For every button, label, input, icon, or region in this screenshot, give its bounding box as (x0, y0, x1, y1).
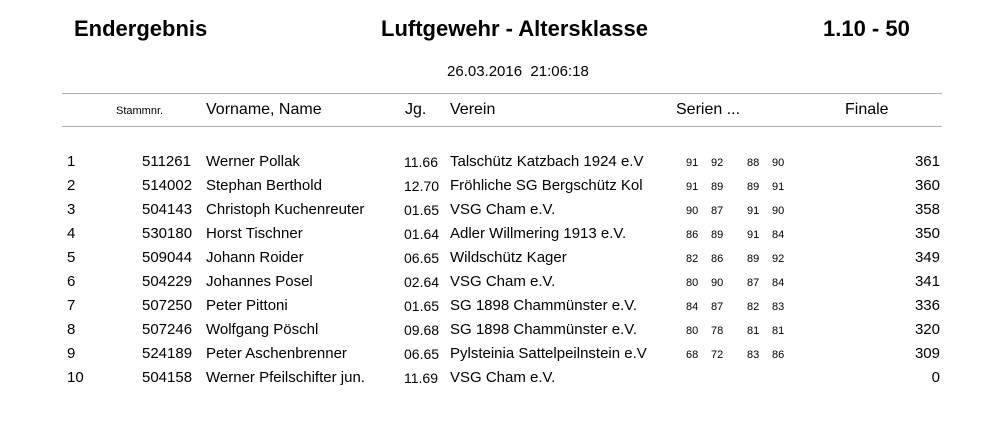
stammnr-cell: 504143 (142, 201, 193, 218)
rank-cell: 8 (67, 321, 76, 338)
finale-cell: 309 (914, 345, 940, 362)
rank-cell: 6 (67, 273, 76, 290)
series-1-cell: 68 (686, 349, 699, 361)
table-row (0, 176, 1000, 200)
series-4-cell: 86 (772, 349, 785, 361)
header-rule-bottom (62, 126, 942, 127)
series-4-cell: 84 (772, 229, 785, 241)
series-2-cell: 87 (711, 205, 724, 217)
jg-cell: 06.65 (404, 250, 440, 266)
series-3-cell: 81 (747, 325, 760, 337)
verein-cell: VSG Cham e.V. (450, 273, 556, 290)
series-4-cell: 90 (772, 157, 785, 169)
rank-cell: 10 (67, 369, 84, 386)
series-4-cell: 90 (772, 205, 785, 217)
stammnr-cell: 514002 (142, 177, 193, 194)
series-3-cell: 82 (747, 301, 760, 313)
series-4-cell: 83 (772, 301, 785, 313)
table-row (0, 152, 1000, 176)
name-cell: Peter Aschenbrenner (206, 345, 347, 362)
stammnr-cell: 507246 (142, 321, 193, 338)
stammnr-cell: 504229 (142, 273, 193, 290)
jg-cell: 01.65 (404, 202, 440, 218)
column-header-verein: Verein (450, 101, 496, 118)
name-cell: Wolfgang Pöschl (206, 321, 319, 338)
series-3-cell: 83 (747, 349, 760, 361)
series-2-cell: 90 (711, 277, 724, 289)
series-2-cell: 72 (711, 349, 724, 361)
finale-cell: 360 (914, 177, 940, 194)
jg-cell: 02.64 (404, 274, 440, 290)
table-row (0, 248, 1000, 272)
header-rule-top (62, 93, 942, 94)
series-4-cell: 92 (772, 253, 785, 265)
verein-cell: Adler Willmering 1913 e.V. (450, 225, 627, 242)
jg-cell: 01.64 (404, 226, 440, 242)
finale-cell: 336 (914, 297, 940, 314)
series-1-cell: 90 (686, 205, 699, 217)
table-row (0, 224, 1000, 248)
rank-cell: 1 (67, 153, 76, 170)
series-2-cell: 87 (711, 301, 724, 313)
stammnr-cell: 530180 (142, 225, 193, 242)
verein-cell: Talschütz Katzbach 1924 e.V (450, 153, 644, 170)
competition-title: Luftgewehr - Altersklasse (381, 16, 648, 41)
stammnr-cell: 507250 (142, 297, 193, 314)
table-row (0, 344, 1000, 368)
rank-cell: 3 (67, 201, 76, 218)
series-4-cell: 81 (772, 325, 785, 337)
jg-cell: 11.69 (404, 370, 438, 386)
table-row (0, 200, 1000, 224)
series-3-cell: 91 (747, 205, 760, 217)
column-header-jg: Jg. (405, 101, 427, 118)
name-cell: Johann Roider (206, 249, 304, 266)
series-1-cell: 80 (686, 277, 699, 289)
verein-cell: Pylsteinia Sattelpeilnstein e.V (450, 345, 647, 362)
jg-cell: 06.65 (404, 346, 440, 362)
stammnr-cell: 509044 (142, 249, 193, 266)
series-3-cell: 87 (747, 277, 760, 289)
series-4-cell: 91 (772, 181, 785, 193)
table-row (0, 368, 1000, 392)
class-range: 1.10 - 50 (823, 16, 910, 41)
series-2-cell: 86 (711, 253, 724, 265)
verein-cell: SG 1898 Chammünster e.V. (450, 297, 638, 314)
stammnr-cell: 524189 (142, 345, 193, 362)
series-3-cell: 88 (747, 157, 760, 169)
column-header-name: Vorname, Name (206, 101, 322, 118)
stammnr-cell: 511261 (142, 153, 191, 170)
table-row (0, 272, 1000, 296)
finale-cell: 350 (914, 225, 940, 242)
verein-cell: SG 1898 Chammünster e.V. (450, 321, 638, 338)
finale-cell: 349 (914, 249, 940, 266)
results-table (0, 152, 1000, 392)
name-cell: Johannes Posel (206, 273, 313, 290)
rank-cell: 5 (67, 249, 76, 266)
name-cell: Peter Pittoni (206, 297, 288, 314)
table-row (0, 296, 1000, 320)
series-2-cell: 78 (711, 325, 724, 337)
finale-cell: 341 (914, 273, 940, 290)
series-2-cell: 92 (711, 157, 724, 169)
rank-cell: 9 (67, 345, 76, 362)
verein-cell: VSG Cham e.V. (450, 201, 556, 218)
name-cell: Stephan Berthold (206, 177, 322, 194)
name-cell: Werner Pollak (206, 153, 300, 170)
column-header-finale: Finale (845, 101, 889, 118)
jg-cell: 09.68 (404, 322, 440, 338)
name-cell: Horst Tischner (206, 225, 303, 242)
verein-cell: Fröhliche SG Bergschütz Kol (450, 177, 643, 194)
table-row (0, 320, 1000, 344)
document-title: Endergebnis (74, 16, 208, 41)
jg-cell: 01.65 (404, 298, 440, 314)
jg-cell: 12.70 (404, 178, 440, 194)
verein-cell: Wildschütz Kager (450, 249, 567, 266)
series-1-cell: 91 (686, 181, 699, 193)
verein-cell: VSG Cham e.V. (450, 369, 556, 386)
series-2-cell: 89 (711, 181, 724, 193)
series-3-cell: 89 (747, 181, 760, 193)
series-1-cell: 82 (686, 253, 699, 265)
rank-cell: 2 (67, 177, 76, 194)
name-cell: Werner Pfeilschifter jun. (206, 369, 365, 386)
jg-cell: 11.66 (404, 154, 438, 170)
rank-cell: 4 (67, 225, 76, 242)
stammnr-cell: 504158 (142, 369, 193, 386)
series-1-cell: 84 (686, 301, 699, 313)
series-1-cell: 86 (686, 229, 699, 241)
rank-cell: 7 (67, 297, 76, 314)
column-header-serien: Serien ... (676, 101, 741, 118)
series-1-cell: 91 (686, 157, 699, 169)
finale-cell: 361 (914, 153, 940, 170)
name-cell: Christoph Kuchenreuter (206, 201, 365, 218)
finale-cell: 320 (914, 321, 940, 338)
timestamp: 26.03.2016 21:06:18 (447, 63, 589, 80)
finale-cell: 0 (931, 369, 940, 386)
finale-cell: 358 (914, 201, 940, 218)
series-3-cell: 89 (747, 253, 760, 265)
series-4-cell: 84 (772, 277, 785, 289)
series-3-cell: 91 (747, 229, 760, 241)
series-1-cell: 80 (686, 325, 699, 337)
series-2-cell: 89 (711, 229, 724, 241)
column-header-stammnr: Stammnr. (116, 105, 164, 117)
